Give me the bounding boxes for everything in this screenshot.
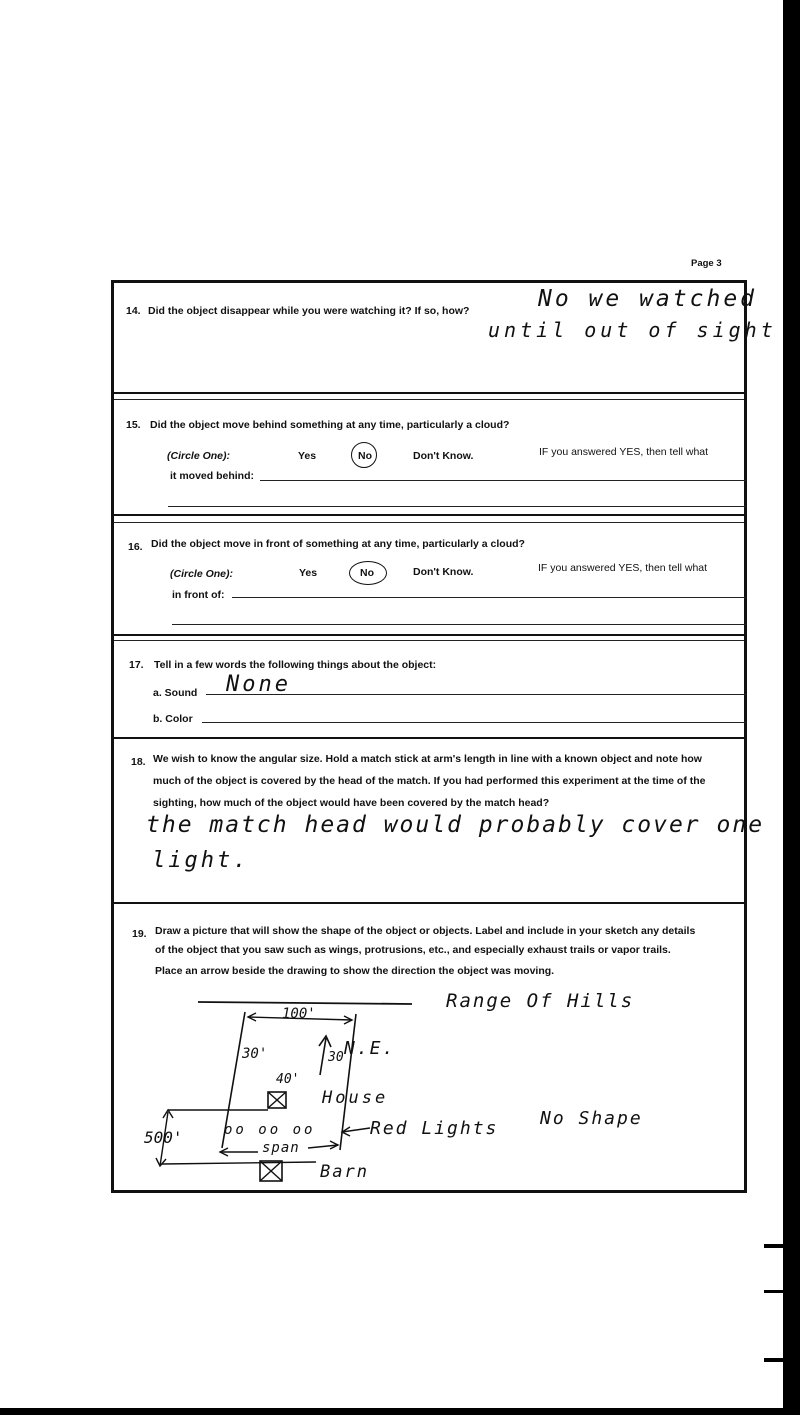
q16-no-circle	[349, 561, 387, 585]
q17-sound-line[interactable]	[206, 694, 746, 695]
q17-sound-answer: None	[226, 672, 291, 697]
q16-option-no[interactable]: No	[360, 567, 374, 579]
q16-number: 16.	[128, 541, 143, 553]
sketch-dim-30a: 30'	[242, 1046, 268, 1062]
q16-option-dont-know[interactable]: Don't Know.	[413, 566, 474, 578]
q18-answer-line2: light.	[152, 848, 250, 873]
field-right-edge	[340, 1014, 356, 1150]
q14-question: Did the object disappear while you were watching it? If so, how?	[148, 305, 470, 317]
q15-option-yes[interactable]: Yes	[298, 450, 317, 462]
sketch-ne-label: N.E.	[344, 1038, 396, 1059]
sketch-red-lights-label: Red Lights	[370, 1118, 499, 1139]
q16-followup: in front of:	[172, 589, 225, 601]
q14-answer-line1: No we watched	[538, 286, 758, 312]
q15-if-yes: IF you answered YES, then tell what	[539, 446, 709, 458]
dim-500-bottom	[162, 1162, 316, 1164]
sketch-range-label: Range Of Hills	[446, 990, 635, 1012]
q17-question: Tell in a few words the following things about the object:	[154, 659, 437, 671]
q16-answer-line2[interactable]	[172, 624, 746, 625]
q16-divider	[114, 634, 744, 636]
edge-tick-3	[764, 1358, 784, 1362]
q19-line2: of the object that you saw such as wings, protrusions, etc., and especially exhaust trails or vapor trails.	[155, 944, 671, 956]
q15-divider-thin	[114, 522, 744, 523]
q15-option-dont-know[interactable]: Don't Know.	[413, 450, 474, 462]
q17-sound-label: a. Sound	[153, 687, 198, 699]
q17-number: 17.	[129, 659, 144, 671]
q17-divider	[114, 737, 744, 739]
sketch-drawing	[130, 990, 730, 1190]
hills-line	[198, 1002, 412, 1004]
sketch-dim-100: 100'	[282, 1006, 316, 1022]
q19-line3: Place an arrow beside the drawing to show the direction the object was moving.	[155, 965, 555, 977]
q15-number: 15.	[126, 419, 141, 431]
sketch-dim-40: 40'	[276, 1072, 300, 1087]
q18-line1: We wish to know the angular size. Hold a match stick at arm's length in line with a known object and note how	[153, 753, 702, 765]
sketch-span-label: span	[262, 1140, 300, 1156]
sketch-lights: oo oo oo	[224, 1122, 316, 1138]
q14-answer-line2: until out of sight	[488, 318, 777, 342]
q16-if-yes: IF you answered YES, then tell what	[538, 562, 708, 574]
sighting-sketch	[130, 990, 730, 1190]
q15-answer-line2[interactable]	[168, 506, 746, 507]
right-page-edge	[783, 0, 800, 1415]
sketch-dim-500: 500'	[144, 1128, 183, 1147]
q17-color-line[interactable]	[202, 722, 746, 723]
q18-divider	[114, 902, 744, 904]
sketch-barn-label: Barn	[320, 1162, 369, 1182]
q15-no-circle	[351, 442, 377, 468]
q15-question: Did the object move behind something at any time, particularly a cloud?	[150, 419, 510, 431]
q18-line2: much of the object is covered by the head of the match. If you had performed this experiment at the time of the	[153, 775, 706, 787]
q18-answer-line1: the match head would probably cover one	[146, 812, 765, 838]
q14-divider-thin	[114, 399, 744, 400]
q16-circle-one: (Circle One):	[170, 568, 234, 580]
edge-tick-1	[764, 1244, 784, 1248]
q15-divider	[114, 514, 744, 516]
sketch-dim-30b: 30	[328, 1050, 344, 1065]
q16-divider-thin	[114, 640, 744, 641]
q19-number: 19.	[132, 928, 147, 940]
q14-divider	[114, 392, 744, 394]
page-number: Page 3	[691, 258, 722, 269]
q18-number: 18.	[131, 756, 146, 768]
sketch-house-label: House	[322, 1088, 389, 1108]
q14-number: 14.	[126, 305, 141, 317]
q16-option-yes[interactable]: Yes	[299, 567, 318, 579]
q15-followup: it moved behind:	[170, 470, 254, 482]
q15-circle-one: (Circle One):	[167, 450, 231, 462]
q18-line3: sighting, how much of the object would have been covered by the match head?	[153, 797, 550, 809]
q15-option-no[interactable]: No	[358, 450, 372, 462]
sketch-no-shape-label: No Shape	[540, 1108, 643, 1129]
q19-line1: Draw a picture that will show the shape of the object or objects. Label and include in your sketch any details	[155, 925, 696, 937]
q17-color-label: b. Color	[153, 713, 193, 725]
q15-answer-line[interactable]	[260, 480, 746, 481]
q16-question: Did the object move in front of something at any time, particularly a cloud?	[151, 538, 525, 550]
bottom-page-edge	[0, 1408, 800, 1415]
q16-answer-line[interactable]	[232, 597, 746, 598]
edge-tick-2	[764, 1290, 784, 1293]
